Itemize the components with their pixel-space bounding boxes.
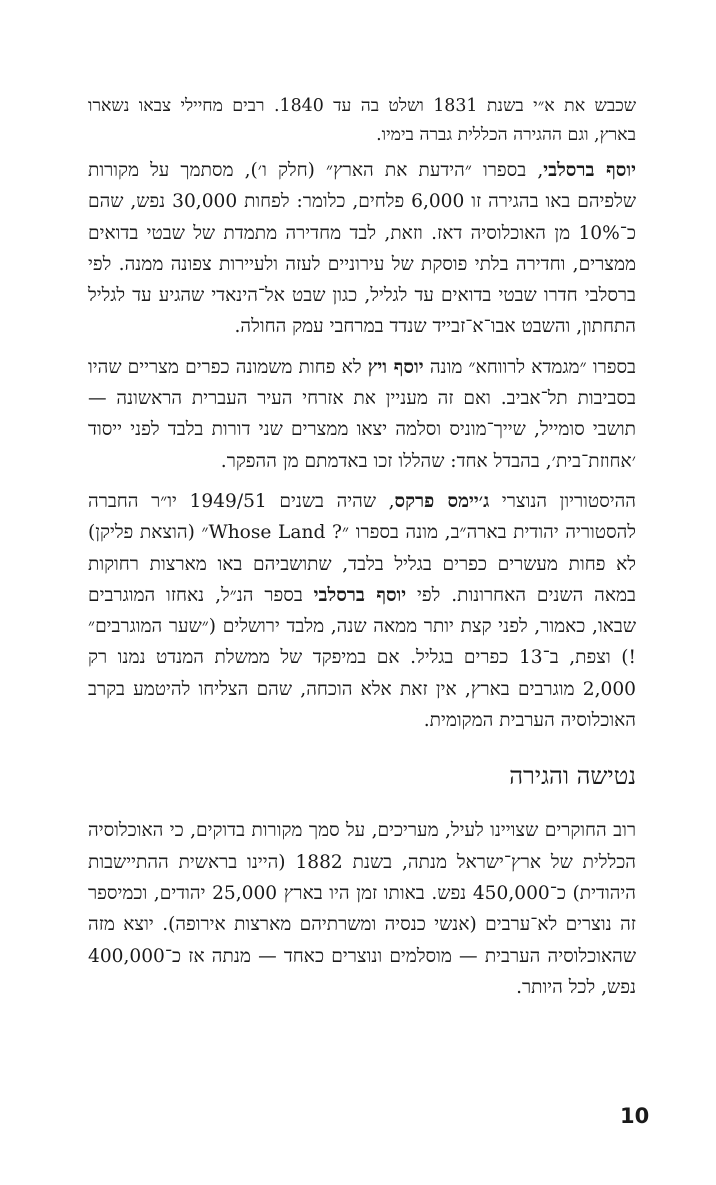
intro-text: שכבש את א״י בשנת 1831 ושלט בה עד 1840. רבים מחיילי צבאו נשארו בארץ, וגם ההגירה הכללית גברה בימיו. bbox=[88, 96, 637, 145]
paragraph-population bbox=[88, 815, 636, 1003]
author-name-breslavi: יוסף ברסלבי bbox=[313, 584, 407, 606]
paragraph-breslavi bbox=[88, 155, 636, 343]
section-heading: נטישה והגירה bbox=[509, 762, 636, 791]
paragraph-text: , שהיה בשנים 1949/51 יו״ר החברה להסטוריה יהודית בארה״ב, מונה בספרו bbox=[88, 490, 636, 544]
paragraph-text: לא פחות משמונה כפרים מצריים שהיו בסביבות תל־אביב. ואם זה מעניין את אזרחי העיר העברית הראשונה — תושבי סומייל, שייך־מוניס וסלמה יצאו ממצרים שני דורות בלבד לפני ייסוד ׳אחוזת־בית׳, בהבדל אחד: שהללו זכו באדמתם מן ההפקר. bbox=[88, 356, 636, 472]
paragraph-text: , בספרו ״הידעת את הארץ״ (חלק ו׳), מסתמך על מקורות שלפיהם באו בהגירה זו 6,000 פלחים, כלומר: לפחות 30,000 נפש, שהם כ־10% מן האוכלוסיה דאז. וזאת, לבד מחדירה מתמדת של שבטי בדואים ממצרים, וחדירה בלתי פוסקת של עירוניים לעזה ולעיירות צפונה ממנה. לפי ברסלבי חדרו שבטי בדואים עד לגליל, כגון שבט אל־הינאדי שהגיע עד לגליל התחתון, והשבט אבו־א־זבייד שנדד במרחבי עמק החולה. bbox=[88, 160, 637, 338]
paragraph-text: רוב החוקרים שצויינו לעיל, מעריכים, על סמך מקורות בדוקים, כי האוכלוסיה הכללית של ארץ־ישראל מנתה, בשנת 1882 (היינו בראשית ההתיישבות היהודית) כ־450,000 נפש. באותו זמן היו בארץ 25,000 יהודים, וכמיספר זה נוצרים לא־ערבים (אנשי כנסיה ומשרתיהם מארצות אירופה). יוצא מזה שהאוכלוסיה הערבית — מוסלמים ונוצרים כאחד — מנתה אז כ־400,000 נפש, לכל היותר. bbox=[88, 820, 636, 998]
author-name-parkes: ג׳יימס פרקס bbox=[394, 490, 490, 512]
intro-paragraph bbox=[88, 92, 636, 150]
author-name-weitz: יוסף ויץ bbox=[367, 356, 424, 378]
paragraph-gap bbox=[88, 343, 636, 352]
paragraph-gap bbox=[88, 477, 636, 486]
page-number: 10 bbox=[620, 1104, 650, 1128]
text-column bbox=[88, 92, 636, 1003]
book-title: ״Whose Land ?״ bbox=[201, 522, 350, 544]
paragraph-text: בספר הנ״ל, נאחזו המוגרבים שבאו, כאמור, לפני קצת יותר ממאה שנה, מלבד ירושלים (״שער המוגרבים״ !) וצפת, ב־13 כפרים בגליל. אם במיפקד של ממשלת המנדט נמנו רק 2,000 מוגרבים בארץ, אין זאת אלא הוכחה, שהם הצליחו להיטמע בקרב האוכלוסיה הערבית המקומית. bbox=[88, 584, 637, 732]
paragraph-text: (הוצאת פליקן) לא פחות מעשרים כפרים בגליל בלבד, שתושביהם באו מארצות רחוקות במאה השנים האחרונות. לפי bbox=[88, 522, 637, 606]
paragraph-parkes bbox=[88, 486, 636, 736]
paragraph-weitz bbox=[88, 352, 636, 477]
paragraph-text: ההיסטוריון הנוצרי bbox=[489, 490, 636, 512]
paragraph-text: בספרו ״מגמדא לרווחא״ מונה bbox=[423, 356, 636, 378]
author-name-breslavi: יוסף ברסלבי bbox=[543, 160, 636, 181]
